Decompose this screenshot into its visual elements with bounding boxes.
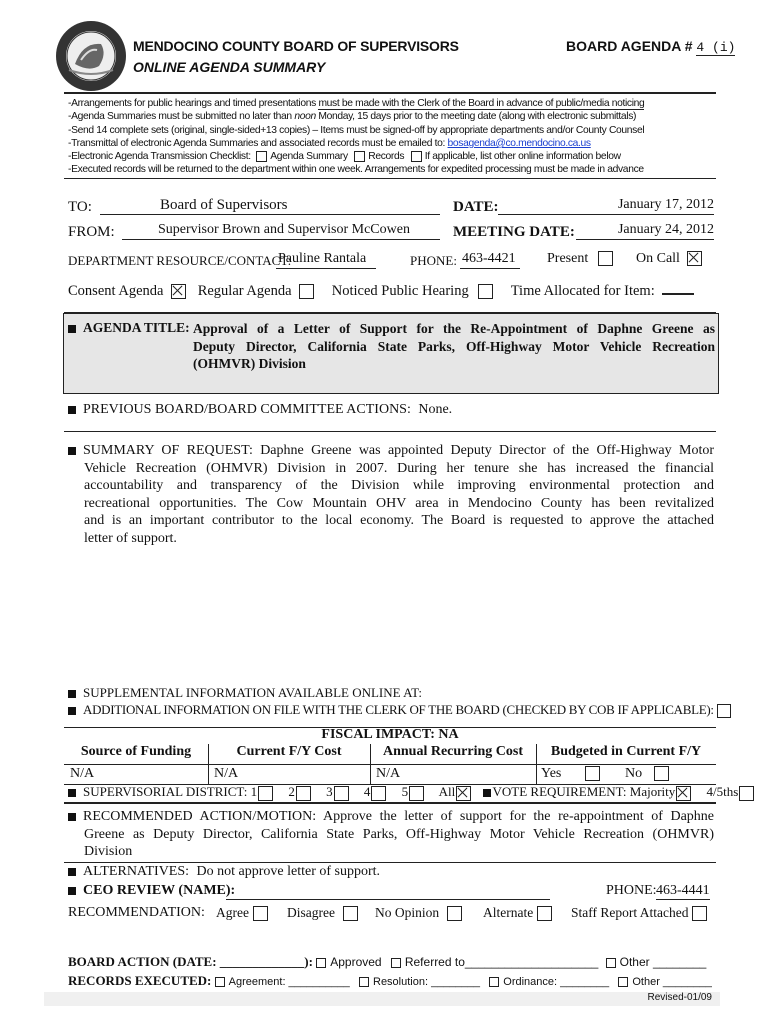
instruction-line: -Transmittal of electronic Agenda Summaries and associated records must be emailed to: bosagenda@co.mendocino.ca.us: [68, 137, 591, 149]
county-seal: [55, 20, 127, 92]
agree-checkbox[interactable]: [253, 906, 268, 921]
agenda-number-label: [566, 38, 735, 55]
fiscal-yes-option: Yes: [541, 766, 600, 782]
board-action-row: BOARD ACTION (DATE: _____________): Approved Referred to____________________ Other ________: [68, 954, 707, 969]
approved-checkbox[interactable]: [316, 958, 326, 968]
recommendation-alternate: Alternate: [483, 905, 552, 921]
time-allocated-label: Time Allocated for Item:: [510, 283, 655, 299]
supervisorial-district-row: SUPERVISORIAL DISTRICT: 1 2 3 4 5 All VOTE REQUIREMENT: Majority 4/5ths: [68, 784, 754, 801]
instructions: [68, 97, 718, 177]
recommended-action: RECOMMENDED ACTION/MOTION: Approve the letter of support for the re-appointment of Daphne Greene as Deputy Director, California State Parks, Off-Highway Motor Vehicle Recreation (OHMVR) Division: [68, 808, 714, 861]
summary-label: SUMMARY OF REQUEST:: [83, 443, 253, 458]
fiscal-header-budgeted: Budgeted in Current F/Y: [550, 744, 702, 759]
present-label: Present: [547, 251, 589, 266]
bullet-icon: [68, 887, 76, 895]
budgeted-yes-checkbox[interactable]: [585, 766, 600, 781]
agenda-title-label-row: [68, 320, 190, 336]
ordinance-checkbox[interactable]: [489, 977, 499, 987]
fiscal-header-source: Source of Funding: [80, 744, 192, 759]
instruction-line: -Send 14 complete sets (original, single-sided+13 copies) – Items must be signed-off by appropriate departments and/or County Counsel: [68, 124, 645, 136]
instruction-line: -Executed records will be returned to the department within one week. Arrangements for expedited processing must be made in advance: [68, 164, 644, 176]
phone-value: 463-4421: [462, 251, 516, 266]
records-executed-label: RECORDS EXECUTED:: [68, 973, 212, 988]
bullet-icon: [68, 406, 76, 414]
district-all-checkbox[interactable]: [456, 786, 471, 801]
instruction-line: -Electronic Agenda Transmission Checklist: Agenda Summary Records If applicable, list other online information below: [68, 151, 621, 163]
no-opinion-checkbox[interactable]: [447, 906, 462, 921]
agenda-label: BOARD AGENDA #: [566, 38, 693, 54]
ceo-name-field[interactable]: [226, 884, 550, 900]
checkbox-other-online[interactable]: [411, 151, 422, 162]
records-executed-row: RECORDS EXECUTED: Agreement: __________ Resolution: ________ Ordinance: ________ Other ________: [68, 973, 712, 988]
noticed-hearing-label: Noticed Public Hearing: [331, 283, 469, 299]
fiscal-cell-source: N/A: [70, 766, 95, 781]
contact-label: DEPARTMENT RESOURCE/CONTACT:: [68, 253, 292, 268]
bullet-icon: [68, 868, 76, 876]
previous-actions-value: None.: [418, 402, 453, 417]
budgeted-no-checkbox[interactable]: [654, 766, 669, 781]
summary-of-request: SUMMARY OF REQUEST: Daphne Greene was appointed Deputy Director of the Off-Highway Motor Vehicle Recreation (OHMVR) Division in 2007. During her tenure she has increased the financial accountability and transparency of the Division while improving environmental protection and recreational opportunities. The Cow Mountain OHV area in Mendocino County has been revitalized and is an important contributor to the local economy. The Board is requested to approve the attached letter of support.: [68, 442, 714, 547]
additional-info-on-file: ADDITIONAL INFORMATION ON FILE WITH THE CLERK OF THE BOARD (CHECKED BY COB IF APPLICABLE):: [68, 702, 731, 718]
disagree-checkbox[interactable]: [343, 906, 358, 921]
referred-checkbox[interactable]: [391, 958, 401, 968]
supplemental-online: SUPPLEMENTAL INFORMATION AVAILABLE ONLINE AT:: [68, 685, 422, 701]
to-label: TO:: [68, 199, 92, 215]
fiscal-header-annual: Annual Recurring Cost: [382, 744, 523, 759]
cob-checked-checkbox[interactable]: [717, 704, 731, 718]
phone-field[interactable]: [460, 251, 520, 269]
consent-agenda-checkbox[interactable]: [171, 284, 186, 299]
vote-requirement-label: VOTE REQUIREMENT:: [492, 784, 627, 799]
district-1-checkbox[interactable]: [258, 786, 273, 801]
alternatives-value: Do not approve letter of support.: [196, 864, 381, 879]
meeting-date-value: January 24, 2012: [617, 222, 714, 237]
meeting-date-label: MEETING DATE:: [453, 224, 575, 240]
district-4-checkbox[interactable]: [371, 786, 386, 801]
agreement-checkbox[interactable]: [215, 977, 225, 987]
agenda-title-text: Approval of a Letter of Support for the Re-Appointment of Daphne Greene as Deputy Director, California State Parks, Off-Highway Motor Vehicle Recreation (OHMVR) Division: [193, 321, 715, 371]
recommendation-disagree: Disagree: [287, 905, 358, 921]
records-other-checkbox[interactable]: [618, 977, 628, 987]
resolution-checkbox[interactable]: [359, 977, 369, 987]
ceo-review-label: CEO REVIEW (NAME):: [83, 883, 236, 898]
recommendation-staff-report: Staff Report Attached: [571, 905, 707, 921]
bullet-icon: [68, 707, 76, 715]
bullet-icon: [483, 789, 491, 797]
footer-bar: [44, 992, 720, 1006]
oncall-checkbox[interactable]: [687, 251, 702, 266]
contact-value: Pauline Rantala: [278, 251, 367, 266]
fiscal-impact-title: FISCAL IMPACT: NA: [321, 727, 459, 742]
bullet-icon: [68, 447, 76, 455]
checkbox-agenda-summary[interactable]: [256, 151, 267, 162]
board-action-label: BOARD ACTION (DATE: _____________):: [68, 954, 313, 969]
to-value: Board of Supervisors: [160, 197, 288, 213]
alternate-checkbox[interactable]: [537, 906, 552, 921]
fourfifths-checkbox[interactable]: [739, 786, 754, 801]
to-field[interactable]: [100, 197, 440, 215]
fiscal-no-option: No: [625, 766, 669, 782]
ceo-review: [68, 883, 235, 899]
recommendation-agree: Agree: [216, 905, 268, 921]
noticed-hearing-checkbox[interactable]: [478, 284, 493, 299]
previous-actions: [68, 402, 452, 418]
district-label: SUPERVISORIAL DISTRICT:: [83, 784, 248, 799]
previous-actions-label: PREVIOUS BOARD/BOARD COMMITTEE ACTIONS:: [83, 402, 411, 417]
phone-label: PHONE:: [410, 253, 457, 268]
alternatives-label: ALTERNATIVES:: [83, 864, 190, 879]
from-value: Supervisor Brown and Supervisor McCowen: [158, 222, 410, 237]
oncall-option: [636, 251, 702, 267]
district-3-checkbox[interactable]: [334, 786, 349, 801]
consent-agenda-label: Consent Agenda: [68, 283, 164, 299]
contact-field[interactable]: [276, 251, 376, 269]
instruction-line: -Agenda Summaries must be submitted no later than noon Monday, 15 days prior to the meeting date (along with electronic submittals): [68, 111, 637, 123]
time-allocated-field[interactable]: [662, 293, 694, 295]
present-option: [547, 251, 613, 267]
regular-agenda-label: Regular Agenda: [197, 283, 292, 299]
from-field[interactable]: [122, 222, 440, 240]
page-subtitle: ONLINE AGENDA SUMMARY: [133, 59, 326, 75]
revised-date: Revised-01/09: [647, 992, 712, 1003]
page-title: MENDOCINO COUNTY BOARD OF SUPERVISORS: [133, 38, 459, 54]
board-other-checkbox[interactable]: [606, 958, 616, 968]
bullet-icon: [68, 789, 76, 797]
bullet-icon: [68, 690, 76, 698]
date-label: DATE:: [453, 199, 499, 215]
district-2-checkbox[interactable]: [296, 786, 311, 801]
email-link[interactable]: bosagenda@co.mendocino.ca.us: [447, 137, 591, 149]
majority-checkbox[interactable]: [676, 786, 691, 801]
ceo-phone-label: PHONE:: [606, 883, 657, 898]
oncall-label: On Call: [636, 251, 680, 266]
staff-report-checkbox[interactable]: [692, 906, 707, 921]
recommended-action-label: RECOMMENDED ACTION/MOTION:: [83, 809, 317, 824]
regular-agenda-checkbox[interactable]: [299, 284, 314, 299]
instruction-line: -Arrangements for public hearings and timed presentations must be made with the Clerk of the Board in advance of public/media noticing: [68, 98, 645, 109]
fiscal-header-current: Current F/Y Cost: [236, 744, 342, 759]
district-5-checkbox[interactable]: [409, 786, 424, 801]
bullet-icon: [68, 813, 76, 821]
agenda-number: 4 (i): [696, 40, 736, 55]
ceo-phone-value: 463-4441: [656, 883, 710, 898]
alternatives: [68, 864, 380, 880]
present-checkbox[interactable]: [598, 251, 613, 266]
fiscal-cell-current: N/A: [214, 766, 239, 781]
agenda-type-row: [68, 283, 694, 300]
date-value: January 17, 2012: [617, 197, 714, 212]
date-field[interactable]: [498, 197, 714, 215]
fiscal-cell-annual: N/A: [376, 766, 401, 781]
seal-graphic: [55, 20, 127, 92]
agenda-title-label: AGENDA TITLE:: [83, 320, 190, 335]
from-label: FROM:: [68, 224, 115, 240]
recommendation-label: RECOMMENDATION:: [68, 905, 205, 920]
bullet-icon: [68, 325, 76, 333]
checkbox-records[interactable]: [354, 151, 365, 162]
recommendation-no-opinion: No Opinion: [375, 905, 462, 921]
meeting-date-field[interactable]: [576, 222, 714, 240]
